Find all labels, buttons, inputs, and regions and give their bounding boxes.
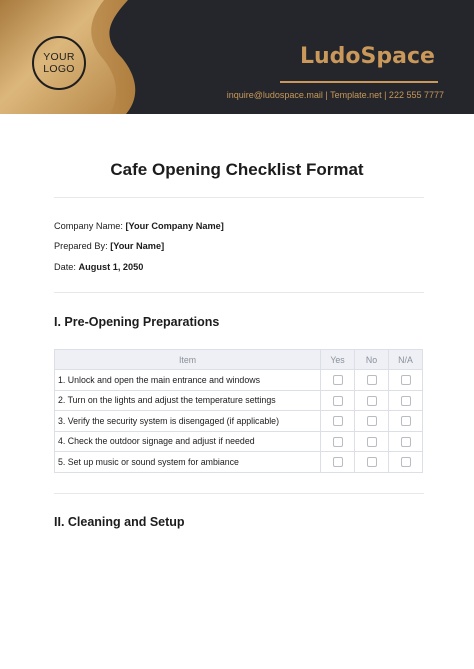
table-row (55, 431, 423, 452)
na-checkbox[interactable] (401, 457, 411, 467)
prepared-by-label: Prepared By: (54, 241, 111, 251)
no-checkbox[interactable] (367, 416, 377, 426)
logo-line-2: LOGO (43, 63, 75, 75)
company-name-label: Company Name: (54, 221, 126, 231)
item-text: 4. Check the outdoor signage and adjust if needed (55, 431, 321, 452)
prepared-by-value: [Your Name] (110, 241, 165, 251)
divider (54, 292, 424, 293)
no-checkbox[interactable] (367, 437, 377, 447)
checklist-table (54, 349, 423, 473)
date-value: August 1, 2050 (78, 262, 144, 272)
logo-line-1: YOUR (43, 51, 75, 63)
yes-checkbox[interactable] (333, 437, 343, 447)
header-banner (0, 0, 474, 114)
header-item: Item (55, 350, 321, 370)
table-row (55, 390, 423, 411)
brand-name: LudoSpace (300, 44, 435, 69)
header-no: No (355, 350, 389, 370)
table-row (55, 370, 423, 391)
yes-checkbox[interactable] (333, 375, 343, 385)
na-checkbox[interactable] (401, 396, 411, 406)
item-text: 5. Set up music or sound system for ambiance (55, 452, 321, 473)
date-line (54, 262, 143, 272)
yes-checkbox[interactable] (333, 457, 343, 467)
item-text: 3. Verify the security system is disengaged (if applicable) (55, 411, 321, 432)
date-label: Date: (54, 262, 79, 272)
divider (54, 197, 424, 198)
document-title: Cafe Opening Checklist Format (110, 160, 364, 179)
yes-checkbox[interactable] (333, 416, 343, 426)
table-row (55, 452, 423, 473)
header-na: N/A (389, 350, 423, 370)
na-checkbox[interactable] (401, 437, 411, 447)
company-logo (32, 36, 86, 90)
table-row (55, 411, 423, 432)
section-heading-pre-opening: I. Pre-Opening Preparations (54, 315, 220, 329)
divider (54, 493, 424, 494)
item-text: 2. Turn on the lights and adjust the temperature settings (55, 390, 321, 411)
company-name-value: [Your Company Name] (125, 221, 224, 231)
prepared-by-line (54, 241, 164, 251)
brand-underline (280, 81, 438, 83)
na-checkbox[interactable] (401, 416, 411, 426)
table-header-row (55, 350, 423, 370)
no-checkbox[interactable] (367, 396, 377, 406)
company-name-line (54, 221, 224, 231)
contact-info: inquire@ludospace.mail | Template.net | 222 555 7777 (226, 90, 444, 100)
na-checkbox[interactable] (401, 375, 411, 385)
no-checkbox[interactable] (367, 375, 377, 385)
no-checkbox[interactable] (367, 457, 377, 467)
item-text: 1. Unlock and open the main entrance and windows (55, 370, 321, 391)
yes-checkbox[interactable] (333, 396, 343, 406)
section-heading-cleaning: II. Cleaning and Setup (54, 515, 185, 529)
header-yes: Yes (321, 350, 355, 370)
